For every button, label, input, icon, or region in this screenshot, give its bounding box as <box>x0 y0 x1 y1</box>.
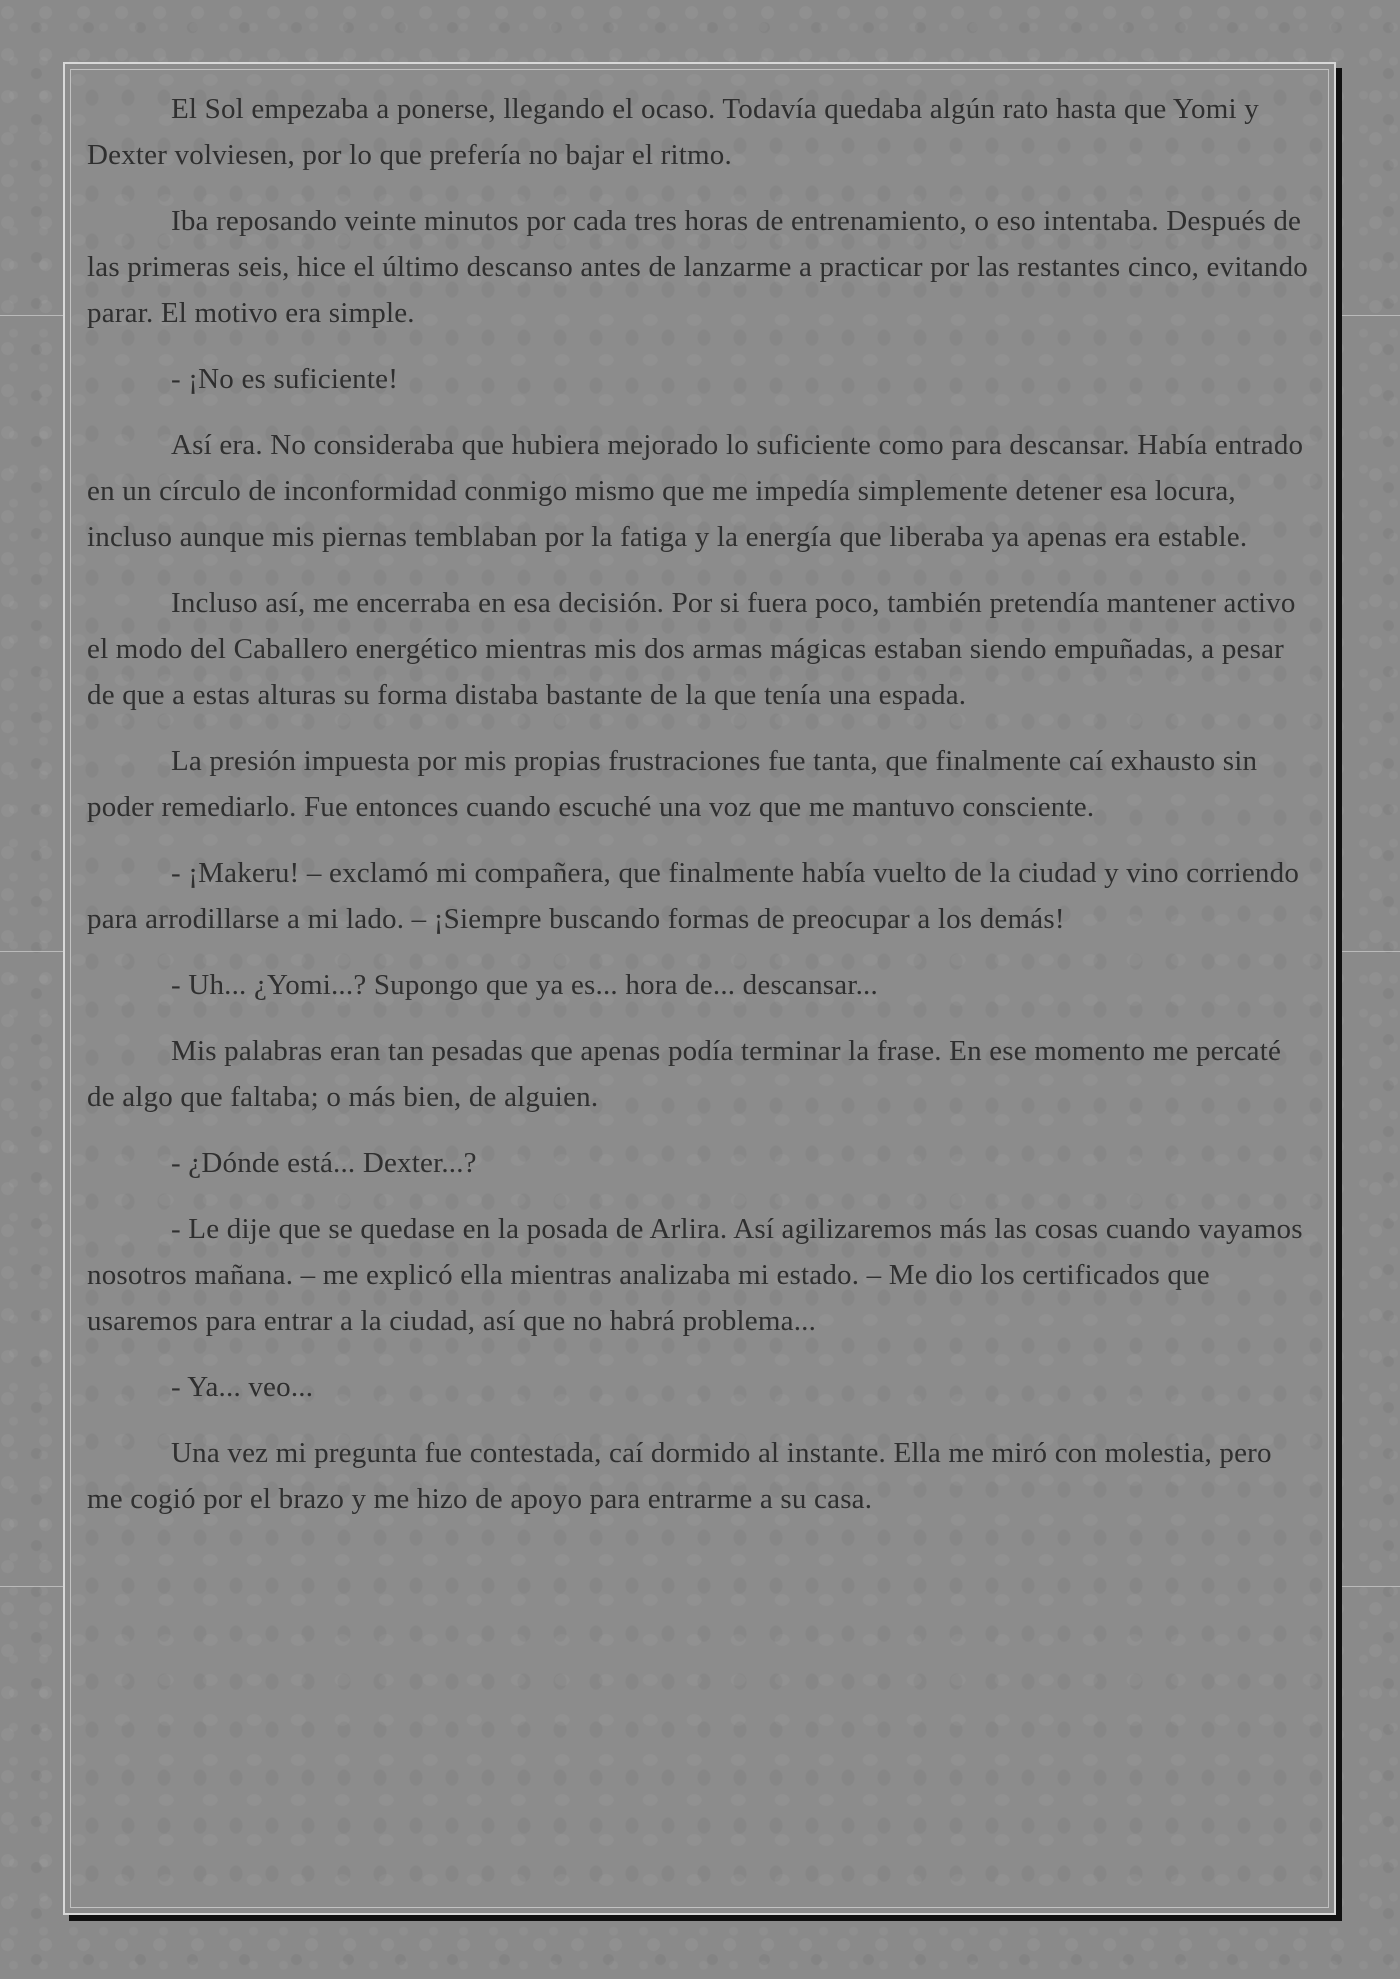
paragraph: El Sol empezaba a ponerse, llegando el ocaso. Todavía quedaba algún rato hasta que Yomi y Dexter volviesen, por lo que prefería no bajar el ritmo. <box>87 93 1259 171</box>
paragraph: La presión impuesta por mis propias frustraciones fue tanta, que finalmente caí exhausto sin poder remediarlo. Fue entonces cuando escuché una voz que me mantuvo consciente. <box>87 745 1258 823</box>
paragraph: Mis palabras eran tan pesadas que apenas podía terminar la frase. En ese momento me percaté de algo que faltaba; o más bien, de alguien. <box>87 1035 1282 1113</box>
paragraph: - ¡No es suficiente! <box>171 363 399 395</box>
paragraph: - Le dije que se quedase en la posada de Arlira. Así agilizaremos más las cosas cuando vayamos nosotros mañana. – me explicó ella mientras analizaba mi estado. – Me dio los certificados que usaremos para entrar a la ciudad, así que no habrá problema... <box>87 1213 1303 1337</box>
document-body <box>87 86 1312 1542</box>
paragraph: Así era. No consideraba que hubiera mejorado lo suficiente como para descansar. Había entrado en un círculo de inconformidad conmigo mismo que me impedía simplemente detener esa locura, incluso aunque mis piernas temblaban por la fatiga y la energía que liberaba ya apenas era estable. <box>87 429 1304 553</box>
paragraph: Incluso así, me encerraba en esa decisión. Por si fuera poco, también pretendía mantener activo el modo del Caballero energético mientras mis dos armas mágicas estaban siendo empuñadas, a pesar de que a estas alturas su forma distaba bastante de la que tenía una espada. <box>87 587 1296 711</box>
paragraph: Iba reposando veinte minutos por cada tres horas de entrenamiento, o eso intentaba. Después de las primeras seis, hice el último descanso antes de lanzarme a practicar por las restantes cinco, evitando parar. El motivo era simple. <box>87 205 1309 329</box>
paragraph: - Ya... veo... <box>171 1371 314 1403</box>
paragraph: - Uh... ¿Yomi...? Supongo que ya es... hora de... descansar... <box>171 969 878 1001</box>
paragraph: - ¿Dónde está... Dexter...? <box>171 1147 477 1179</box>
paragraph: Una vez mi pregunta fue contestada, caí dormido al instante. Ella me miró con molestia, pero me cogió por el brazo y me hizo de apoyo para entrarme a su casa. <box>87 1437 1272 1515</box>
paragraph: - ¡Makeru! – exclamó mi compañera, que finalmente había vuelto de la ciudad y vino corriendo para arrodillarse a mi lado. – ¡Siempre buscando formas de preocupar a los demás! <box>87 857 1300 935</box>
document-page <box>63 62 1336 1915</box>
